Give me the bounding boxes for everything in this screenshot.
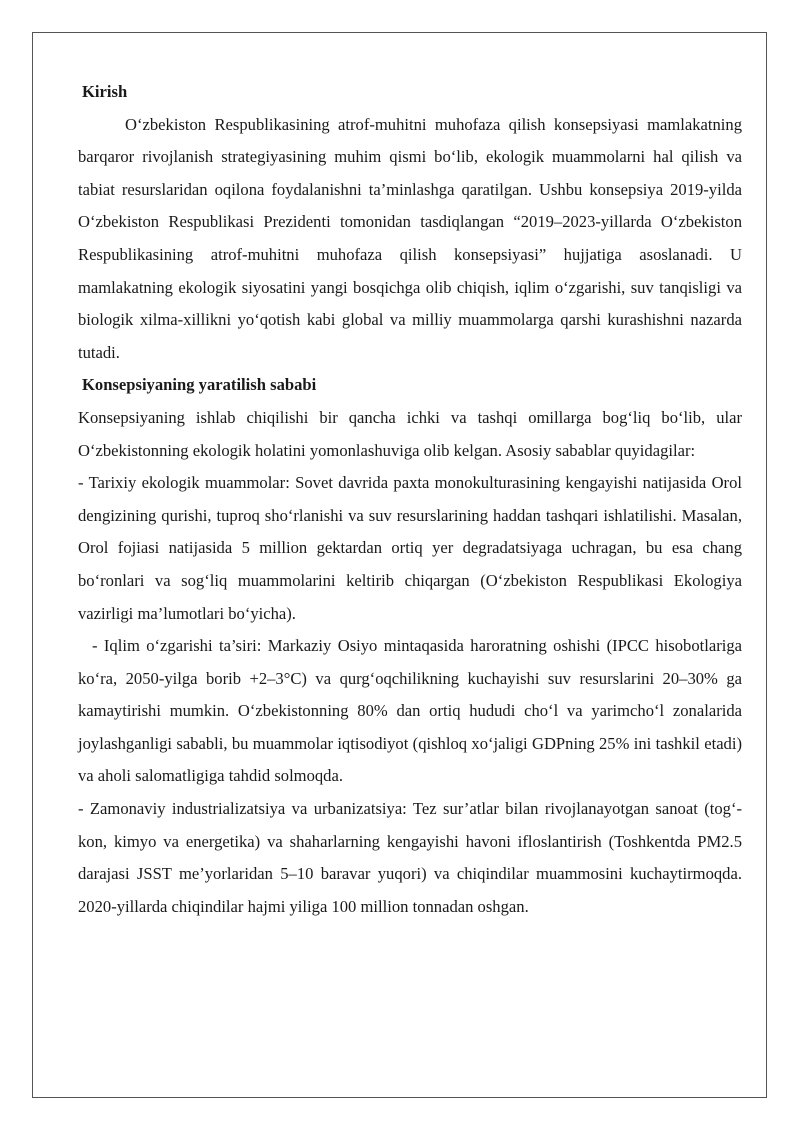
section-heading-kirish: Kirish (82, 82, 128, 101)
document-body (78, 76, 742, 923)
reason-industrialization-paragraph: - Zamonaviy industrializatsiya va urbanizatsiya: Tez sur’atlar bilan rivojlanayotgan sanoat (tog‘-kon, kimyo va energetika) va shaharlarning kengayishi havoni ifloslantirish (Toshkentda PM2.5 darajasi JSST me’yorlaridan 5–10 baravar yuqori) va chiqindilar muammosini kuchaytirmoqda. 2020-yillarda chiqindilar hajmi yiliga 100 million tonnadan oshgan. (78, 799, 742, 916)
reason-historical-paragraph: - Tarixiy ekologik muammolar: Sovet davrida paxta monokulturasining kengayishi natijasida Orol dengizining qurishi, tuproq sho‘rlanishi va suv resurslarining haddan tashqari ishlatilishi. Masalan, Orol fojiasi natijasida 5 million gektardan ortiq yer degradatsiyaga uchragan, bu esa chang bo‘ronlari va sog‘liq muammolarini keltirib chiqargan (O‘zbekiston Respublikasi Ekologiya vazirligi ma’lumotlari bo‘yicha). (78, 473, 742, 623)
section-heading-sabab: Konsepsiyaning yaratilish sababi (82, 375, 317, 395)
reason-climate-paragraph: - Iqlim o‘zgarishi ta’siri: Markaziy Osiyo mintaqasida haroratning oshishi (IPCC hisobotlariga ko‘ra, 2050-yilga borib +2–3°C) va qurg‘oqchilikning kuchayishi suv resurslarini 20–30% ga kamaytirishi mumkin. O‘zbekistonning 80% dan ortiq hududi cho‘l va yarimcho‘l zonalarida joylashganligi sababli, bu muammolar iqtisodiyot (qishloq xo‘jaligi GDPning 25% ini tashkil etadi) va aholi salomatligiga tahdid solmoqda. (78, 636, 742, 786)
reasons-intro-paragraph: Konsepsiyaning ishlab chiqilishi bir qancha ichki va tashqi omillarga bog‘liq bo‘lib, ular O‘zbekistonning ekologik holatini yomonlashuviga olib kelgan. Asosiy sabablar quyidagilar: (78, 407, 742, 460)
intro-paragraph: O‘zbekiston Respublikasining atrof-muhitni muhofaza qilish konsepsiyasi mamlakatning barqaror rivojlanish strategiyasining muhim qismi bo‘lib, ekologik muammolarni hal qilish va tabiat resurslaridan oqilona foydalanishni ta’minlashga qaratilgan. Ushbu konsepsiya 2019-yilda O‘zbekiston Respublikasi Prezidenti tomonidan tasdiqlangan “2019–2023-yillarda O‘zbekiston Respublikasining atrof-muhitni muhofaza qilish konsepsiyasi” hujjatiga asoslanadi. U mamlakatning ekologik siyosatini yangi bosqichga olib chiqish, iqlim o‘zgarishi, suv tanqisligi va biologik xilma-xillikni yo‘qotish kabi global va milliy muammolarga qarshi kurashishni nazarda tutadi. (78, 114, 742, 362)
